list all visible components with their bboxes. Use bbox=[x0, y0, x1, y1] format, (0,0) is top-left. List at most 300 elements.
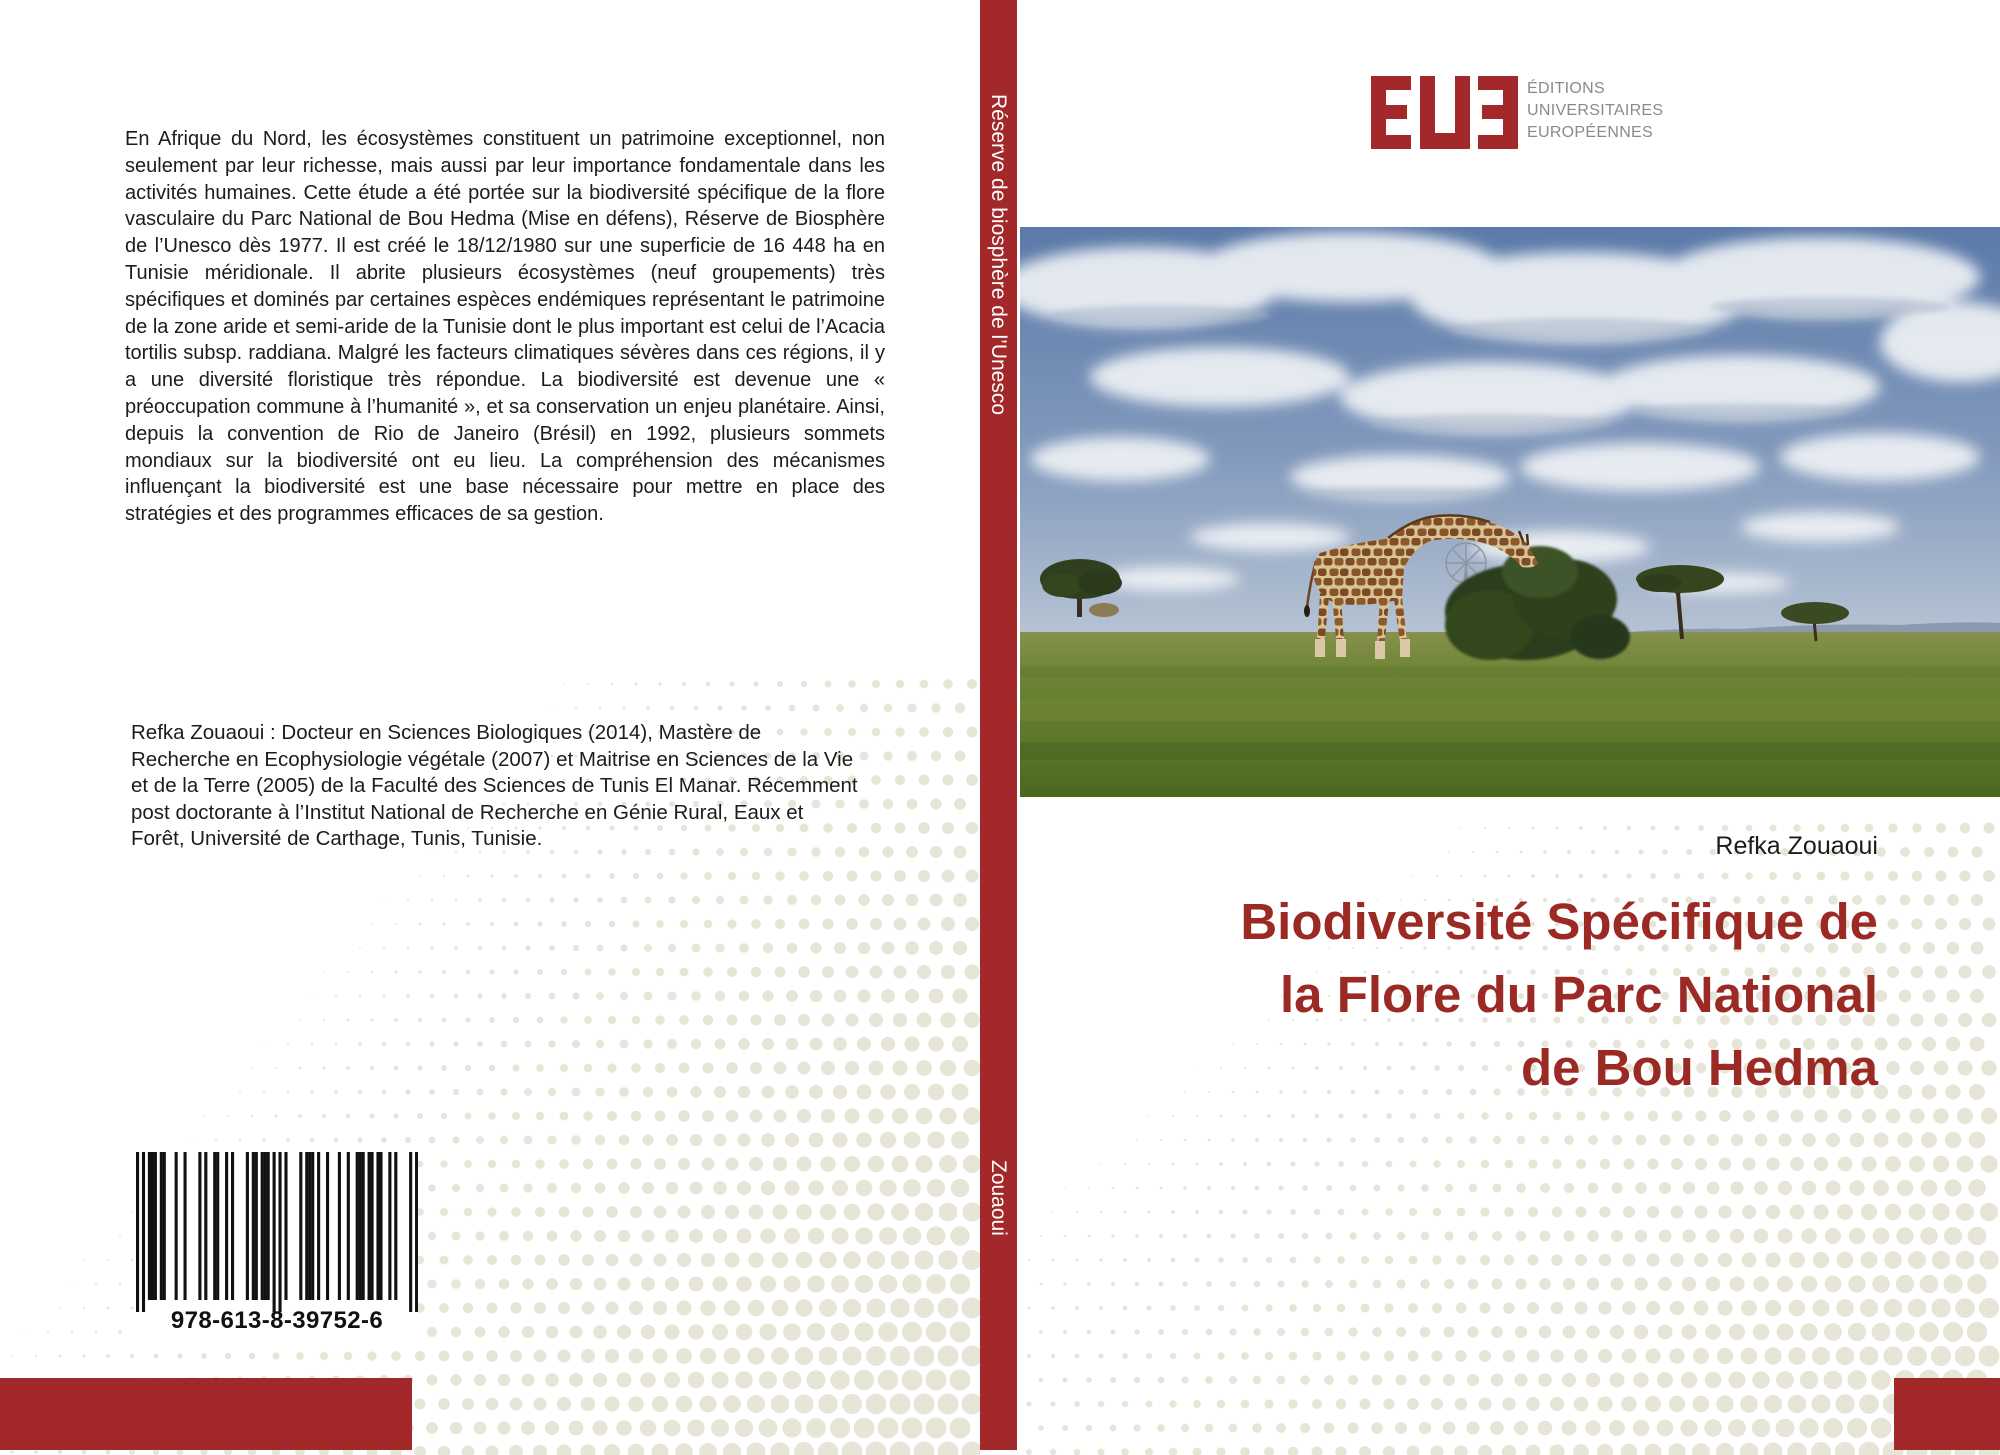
front-cover-red-band bbox=[1894, 1378, 2000, 1450]
halftone-dot bbox=[604, 1444, 620, 1455]
halftone-dot bbox=[1826, 1133, 1840, 1147]
halftone-dot bbox=[1291, 1162, 1296, 1167]
halftone-dot bbox=[628, 1396, 644, 1412]
halftone-dot bbox=[750, 1014, 761, 1025]
halftone-dot bbox=[807, 1275, 824, 1292]
halftone-dot bbox=[476, 1184, 485, 1193]
halftone-dot bbox=[1481, 1112, 1488, 1119]
halftone-dot bbox=[455, 899, 458, 902]
halftone-dot bbox=[1955, 1346, 1976, 1367]
halftone-dot bbox=[1122, 1401, 1129, 1408]
halftone-dot bbox=[699, 1395, 716, 1412]
halftone-dot bbox=[844, 1204, 861, 1221]
halftone-dot bbox=[464, 1160, 472, 1168]
halftone-dot bbox=[919, 775, 930, 786]
halftone-dot bbox=[536, 1112, 545, 1121]
halftone-dot bbox=[641, 1277, 655, 1291]
halftone-dot bbox=[1812, 1347, 1830, 1365]
halftone-dot bbox=[426, 1422, 438, 1434]
halftone-dot bbox=[717, 705, 722, 710]
halftone-dot bbox=[1967, 1322, 1987, 1342]
halftone-dot bbox=[1325, 1232, 1332, 1239]
halftone-dot bbox=[1397, 1232, 1405, 1240]
halftone-dot bbox=[1230, 1233, 1235, 1238]
halftone-dot bbox=[690, 1086, 701, 1097]
halftone-dot bbox=[1944, 1179, 1961, 1196]
halftone-dot bbox=[1496, 851, 1499, 854]
halftone-dot bbox=[962, 1394, 981, 1415]
halftone-dot bbox=[1050, 1449, 1056, 1455]
halftone-dot bbox=[119, 1283, 122, 1286]
halftone-dot bbox=[1824, 1371, 1843, 1390]
halftone-dot bbox=[642, 1230, 655, 1243]
halftone-dot bbox=[1945, 1084, 1960, 1099]
halftone-dot bbox=[287, 1091, 290, 1094]
halftone-dot bbox=[1718, 1253, 1733, 1268]
halftone-dot bbox=[1386, 1113, 1392, 1119]
halftone-dot bbox=[1922, 1037, 1936, 1051]
halftone-dot bbox=[607, 1063, 616, 1072]
halftone-dot bbox=[740, 896, 749, 905]
halftone-dot bbox=[1359, 1446, 1371, 1455]
halftone-dot bbox=[440, 1160, 447, 1167]
halftone-dot bbox=[382, 1090, 387, 1095]
halftone-dot bbox=[1218, 1257, 1224, 1263]
halftone-dot bbox=[1562, 1325, 1575, 1338]
halftone-dot bbox=[607, 1159, 618, 1170]
halftone-dot bbox=[105, 1449, 110, 1454]
halftone-dot bbox=[441, 1065, 447, 1071]
halftone-dot bbox=[427, 1327, 437, 1337]
halftone-dot bbox=[1553, 1112, 1562, 1121]
halftone-dot bbox=[510, 1350, 522, 1362]
halftone-dot bbox=[311, 995, 313, 997]
halftone-dot bbox=[1490, 1421, 1504, 1435]
halftone-dot bbox=[1849, 1180, 1864, 1195]
halftone-dot bbox=[1348, 1327, 1357, 1336]
halftone-dot bbox=[1946, 1037, 1960, 1051]
halftone-dot bbox=[1240, 1447, 1250, 1455]
halftone-dot bbox=[59, 1307, 61, 1309]
halftone-dot bbox=[1540, 1183, 1550, 1193]
halftone-dot bbox=[477, 993, 482, 998]
halftone-dot bbox=[1861, 1156, 1876, 1171]
halftone-dot bbox=[1502, 1397, 1515, 1410]
halftone-dot bbox=[497, 1421, 510, 1434]
halftone-dot bbox=[606, 1206, 618, 1218]
halftone-dot bbox=[1943, 1322, 1963, 1342]
halftone-dot bbox=[798, 1014, 810, 1026]
halftone-dot bbox=[1790, 1109, 1803, 1122]
halftone-dot bbox=[1407, 1398, 1419, 1410]
halftone-dot bbox=[609, 921, 616, 928]
halftone-dot bbox=[585, 873, 590, 878]
halftone-dot bbox=[334, 1138, 339, 1143]
halftone-dot bbox=[703, 967, 713, 977]
author-bio: Refka Zouaoui : Docteur en Sciences Biologiques (2014), Mastère de Recherche en Ecophysiologie végétale (2007) et Maitrise en Sciences de la Vie et de la Terre (2005) de la Faculté des Sciences de Tunis El Manar. Récemment post doctorante à l’Institut National de Recherche en Génie Rural, Eaux et Forêt, Université de Carthage, Tunis, Tunisie. bbox=[131, 721, 858, 850]
halftone-dot bbox=[1290, 1209, 1296, 1215]
halftone-dot bbox=[676, 1396, 693, 1413]
halftone-dot bbox=[939, 1107, 956, 1124]
halftone-dot bbox=[1910, 1061, 1924, 1075]
halftone-dot bbox=[962, 1346, 981, 1367]
halftone-dot bbox=[679, 1015, 689, 1025]
halftone-dot bbox=[1705, 1324, 1721, 1340]
halftone-dot bbox=[512, 1112, 520, 1120]
halftone-dot bbox=[191, 1139, 193, 1141]
spine-subtitle: Réserve de biosphère de l’Unesco bbox=[987, 94, 1010, 416]
halftone-dot bbox=[890, 1442, 911, 1455]
halftone-dot bbox=[632, 968, 640, 976]
book-title bbox=[1240, 885, 1878, 1104]
halftone-dot bbox=[1922, 1085, 1937, 1100]
halftone-dot bbox=[762, 990, 773, 1001]
halftone-dot bbox=[1587, 1278, 1600, 1291]
halftone-dot bbox=[1755, 1134, 1768, 1147]
halftone-dot bbox=[784, 1276, 801, 1293]
halftone-dot bbox=[1956, 1203, 1974, 1221]
halftone-dot bbox=[263, 1043, 264, 1044]
halftone-dot bbox=[846, 918, 858, 930]
halftone-dot bbox=[1788, 1347, 1806, 1365]
halftone-dot bbox=[1825, 1228, 1841, 1244]
halftone-dot bbox=[1349, 1232, 1356, 1239]
halftone-dot bbox=[1087, 1330, 1092, 1335]
halftone-dot bbox=[430, 994, 434, 998]
halftone-dot bbox=[880, 1084, 895, 1099]
halftone-dot bbox=[867, 1251, 885, 1269]
halftone-dot bbox=[465, 1065, 471, 1071]
halftone-dot bbox=[1659, 1182, 1671, 1194]
halftone-dot bbox=[406, 1042, 410, 1046]
halftone-dot bbox=[311, 1043, 313, 1045]
halftone-dot bbox=[1052, 1211, 1054, 1213]
halftone-dot bbox=[477, 1089, 484, 1096]
halftone-dot bbox=[917, 917, 930, 930]
halftone-dot bbox=[784, 1228, 800, 1244]
halftone-dot bbox=[439, 1303, 449, 1313]
halftone-dot bbox=[759, 1371, 777, 1389]
halftone-dot bbox=[474, 1422, 487, 1435]
halftone-dot bbox=[428, 1184, 436, 1192]
halftone-dot bbox=[952, 1036, 968, 1052]
halftone-dot bbox=[596, 1040, 605, 1049]
halftone-dot bbox=[1300, 1375, 1309, 1384]
halftone-dot bbox=[1932, 1203, 1949, 1220]
halftone-dot bbox=[1362, 1161, 1368, 1167]
halftone-dot bbox=[1626, 873, 1631, 878]
halftone-dot bbox=[656, 920, 664, 928]
halftone-dot bbox=[895, 727, 904, 736]
halftone-dot bbox=[452, 1184, 460, 1192]
halftone-dot bbox=[617, 1277, 630, 1290]
halftone-dot bbox=[106, 1354, 110, 1358]
halftone-dot bbox=[904, 1084, 920, 1100]
halftone-dot bbox=[1480, 1207, 1489, 1216]
halftone-dot bbox=[1229, 1424, 1238, 1433]
halftone-dot bbox=[1968, 1179, 1986, 1197]
halftone-dot bbox=[1086, 1377, 1092, 1383]
barcode-bar bbox=[356, 1152, 359, 1300]
halftone-dot bbox=[1859, 1394, 1879, 1414]
halftone-dot bbox=[1800, 1323, 1817, 1340]
halftone-dot bbox=[1730, 1181, 1743, 1194]
halftone-dot bbox=[1670, 1253, 1684, 1267]
halftone-dot bbox=[462, 1350, 473, 1361]
halftone-dot bbox=[359, 947, 361, 949]
halftone-dot bbox=[547, 1135, 556, 1144]
halftone-dot bbox=[676, 1348, 692, 1364]
halftone-dot bbox=[1444, 1279, 1454, 1289]
halftone-dot bbox=[1860, 1347, 1879, 1366]
halftone-dot bbox=[1659, 1134, 1670, 1145]
halftone-dot bbox=[1910, 1013, 1923, 1026]
halftone-dot bbox=[130, 1306, 133, 1309]
halftone-dot bbox=[860, 704, 868, 712]
halftone-dot bbox=[1349, 1280, 1357, 1288]
halftone-dot bbox=[1040, 1235, 1042, 1237]
halftone-dot bbox=[1895, 1322, 1914, 1341]
halftone-dot bbox=[938, 1346, 959, 1367]
halftone-dot bbox=[616, 1420, 632, 1436]
halftone-dot bbox=[1504, 1255, 1515, 1266]
halftone-dot bbox=[677, 1205, 690, 1218]
halftone-dot bbox=[1922, 989, 1935, 1002]
halftone-dot bbox=[1683, 1182, 1696, 1195]
halftone-dot bbox=[1874, 1133, 1889, 1148]
halftone-dot bbox=[561, 969, 567, 975]
halftone-dot bbox=[809, 1085, 823, 1099]
halftone-dot bbox=[595, 1087, 604, 1096]
halftone-dot bbox=[525, 993, 531, 999]
barcode-bar bbox=[338, 1152, 341, 1300]
halftone-dot bbox=[501, 993, 507, 999]
barcode-bar bbox=[175, 1152, 178, 1300]
halftone-dot bbox=[1645, 1396, 1661, 1412]
halftone-dot bbox=[95, 1331, 98, 1334]
halftone-dot bbox=[1728, 1371, 1745, 1388]
halftone-dot bbox=[1134, 1377, 1140, 1383]
halftone-dot bbox=[1752, 1419, 1770, 1437]
halftone-dot bbox=[1220, 1067, 1222, 1069]
halftone-dot bbox=[1825, 1276, 1842, 1293]
halftone-dot bbox=[419, 875, 421, 877]
halftone-dot bbox=[870, 870, 881, 881]
halftone-dot bbox=[1555, 826, 1558, 829]
halftone-dot bbox=[1983, 918, 1996, 931]
halftone-dot bbox=[1526, 1445, 1541, 1455]
halftone-dot bbox=[478, 898, 481, 901]
halftone-dot bbox=[1674, 825, 1679, 830]
back-cover-summary: En Afrique du Nord, les écosystèmes constituent un patrimoine exceptionnel, non seulement par leur richesse, mais aussi par leur importance fondamentale dans les activités humaines. Cette étude a été portée sur la biodiversité spécifique de la flore vasculaire du Parc National de Bou Hedma (Mise en défens), Réserve de Biosphère de l’Unesco dès 1977. Il est créé le 18/12/1980 sur une superficie de 16 448 ha en Tunisie méridionale. Il abrite plusieurs écosystèmes (neuf groupements) très spécifiques et dominés par certaines espèces endémiques représentant le patrimoine de la zone aride et semi-aride de la Tunisie dont le plus important est celui de l’Acacia tortilis subsp. raddiana. Malgré les facteurs climatiques sévères dans ces régions, il y a une diversité floristique très répondue. La biodiversité est devenue une « préoccupation commune à l’humanité », et sa conservation un enjeu planétaire. Ainsi, depuis la convention de Rio de Janeiro (Brésil) en 1992, plusieurs sommets mondiaux sur la biodiversité ont eu lieu. La compréhension des mécanismes influençant la biodiversité est une base nécessaire pour mettre en place des stratégies et des programmes efficaces de sa gestion. bbox=[125, 128, 885, 526]
halftone-dot bbox=[1027, 1402, 1032, 1407]
halftone-dot bbox=[918, 870, 930, 882]
cover-photo bbox=[1020, 227, 2000, 797]
halftone-dot bbox=[1026, 1449, 1032, 1455]
halftone-dot bbox=[1087, 1282, 1091, 1286]
barcode-bar bbox=[326, 1152, 329, 1300]
halftone-dot bbox=[1386, 1161, 1393, 1168]
halftone-dot bbox=[581, 1349, 595, 1363]
halftone-dot bbox=[630, 1158, 641, 1169]
halftone-dot bbox=[940, 1060, 956, 1076]
halftone-dot bbox=[1419, 1374, 1431, 1386]
halftone-dot bbox=[690, 1134, 702, 1146]
halftone-dot bbox=[201, 1353, 207, 1359]
halftone-dot bbox=[533, 1397, 547, 1411]
halftone-dot bbox=[1947, 894, 1959, 906]
halftone-dot bbox=[1063, 1330, 1067, 1334]
halftone-dot bbox=[1469, 1184, 1478, 1193]
halftone-dot bbox=[1944, 1227, 1962, 1245]
publisher-name-line: ÉDITIONS bbox=[1527, 80, 1605, 97]
halftone-dot bbox=[275, 1067, 277, 1069]
halftone-dot bbox=[954, 846, 967, 859]
halftone-dot bbox=[561, 921, 567, 927]
halftone-dot bbox=[548, 1088, 556, 1096]
halftone-dot bbox=[1484, 875, 1487, 878]
halftone-dot bbox=[692, 944, 701, 953]
halftone-dot bbox=[1278, 1233, 1284, 1239]
halftone-dot bbox=[771, 1395, 790, 1414]
halftone-dot bbox=[619, 1135, 630, 1146]
halftone-dot bbox=[964, 1012, 980, 1028]
halftone-dot bbox=[545, 1373, 558, 1386]
halftone-dot bbox=[878, 1418, 899, 1439]
halftone-dot bbox=[1514, 1421, 1528, 1435]
halftone-dot bbox=[1432, 1255, 1441, 1264]
halftone-dot bbox=[1948, 847, 1959, 858]
halftone-dot bbox=[498, 1326, 510, 1338]
halftone-dot bbox=[1407, 1446, 1420, 1455]
halftone-dot bbox=[1205, 1424, 1214, 1433]
halftone-dot bbox=[1766, 1205, 1780, 1219]
halftone-dot bbox=[1384, 1303, 1393, 1312]
barcode-bar bbox=[225, 1152, 228, 1300]
halftone-dot bbox=[1579, 874, 1584, 879]
halftone-dot bbox=[715, 943, 724, 952]
halftone-dot bbox=[653, 1253, 667, 1267]
halftone-dot bbox=[714, 1086, 726, 1098]
halftone-dot bbox=[1480, 1255, 1490, 1265]
halftone-dot bbox=[1982, 1013, 1997, 1028]
halftone-dot bbox=[1254, 1233, 1260, 1239]
barcode-bar bbox=[267, 1152, 270, 1300]
halftone-dot bbox=[466, 970, 470, 974]
halftone-dot bbox=[929, 989, 944, 1004]
halftone-dot bbox=[347, 1019, 350, 1022]
halftone-dot bbox=[1502, 1445, 1516, 1455]
halftone-dot bbox=[1278, 1185, 1283, 1190]
halftone-dot bbox=[655, 1063, 665, 1073]
halftone-dot bbox=[1934, 1061, 1949, 1076]
halftone-dot bbox=[1325, 1280, 1333, 1288]
halftone-dot bbox=[1980, 1203, 1998, 1221]
halftone-dot bbox=[1076, 1211, 1078, 1213]
halftone-dot bbox=[546, 1278, 558, 1290]
halftone-dot bbox=[499, 1183, 508, 1192]
halftone-dot bbox=[1588, 1135, 1598, 1145]
halftone-dot bbox=[759, 1323, 776, 1340]
halftone-dot bbox=[846, 966, 859, 979]
halftone-dot bbox=[557, 1445, 572, 1455]
halftone-dot bbox=[467, 875, 470, 878]
halftone-dot bbox=[1313, 1304, 1321, 1312]
halftone-dot bbox=[1301, 1328, 1309, 1336]
halftone-dot bbox=[783, 1323, 801, 1341]
halftone-dot bbox=[652, 1396, 668, 1412]
halftone-dot bbox=[299, 1067, 302, 1070]
halftone-dot bbox=[1467, 1374, 1479, 1386]
halftone-dot bbox=[727, 919, 736, 928]
barcode-bar bbox=[409, 1152, 412, 1312]
barcode-bar bbox=[347, 1152, 350, 1300]
halftone-dot bbox=[1253, 1376, 1262, 1385]
halftone-dot bbox=[513, 969, 518, 974]
halftone-dot bbox=[794, 1394, 813, 1413]
halftone-dot bbox=[1181, 1424, 1189, 1432]
halftone-dot bbox=[559, 1207, 570, 1218]
halftone-dot bbox=[965, 869, 978, 882]
halftone-dot bbox=[1695, 1110, 1706, 1121]
halftone-dot bbox=[512, 1160, 521, 1169]
halftone-dot bbox=[522, 1278, 533, 1289]
halftone-dot bbox=[858, 894, 870, 906]
halftone-dot bbox=[1532, 827, 1535, 830]
halftone-dot bbox=[896, 680, 904, 688]
halftone-dot bbox=[1813, 1252, 1829, 1268]
halftone-dot bbox=[1196, 1115, 1198, 1117]
halftone-dot bbox=[1527, 1302, 1539, 1314]
publisher-logo bbox=[1371, 76, 1518, 149]
halftone-dot bbox=[677, 1253, 691, 1267]
halftone-dot bbox=[1813, 1204, 1828, 1219]
halftone-dot bbox=[1111, 1282, 1115, 1286]
halftone-dot bbox=[646, 706, 650, 710]
halftone-dot bbox=[1645, 1348, 1660, 1363]
halftone-dot bbox=[714, 1134, 727, 1147]
halftone-dot bbox=[521, 1421, 535, 1435]
halftone-dot bbox=[71, 1331, 74, 1334]
halftone-dot bbox=[465, 1017, 470, 1022]
halftone-dot bbox=[967, 727, 978, 738]
halftone-dot bbox=[580, 1444, 595, 1455]
halftone-dot bbox=[557, 1349, 570, 1362]
halftone-dot bbox=[1979, 1346, 2000, 1367]
halftone-dot bbox=[916, 1060, 932, 1076]
halftone-dot bbox=[1051, 1354, 1055, 1358]
halftone-dot bbox=[632, 1016, 641, 1025]
halftone-dot bbox=[71, 1283, 73, 1285]
halftone-dot bbox=[1883, 1346, 1902, 1365]
halftone-dot bbox=[917, 1013, 932, 1028]
halftone-dot bbox=[1729, 1324, 1745, 1340]
halftone-dot bbox=[747, 1395, 765, 1413]
halftone-dot bbox=[1062, 1377, 1067, 1382]
halftone-dot bbox=[920, 680, 929, 689]
halftone-dot bbox=[454, 994, 459, 999]
halftone-dot bbox=[1579, 826, 1583, 830]
halftone-dot bbox=[795, 1299, 812, 1316]
halftone-dot bbox=[537, 1017, 544, 1024]
halftone-dot bbox=[427, 1375, 438, 1386]
halftone-dot bbox=[490, 922, 494, 926]
halftone-dot bbox=[1408, 1303, 1418, 1313]
halftone-dot bbox=[665, 1229, 678, 1242]
halftone-dot bbox=[1397, 1184, 1404, 1191]
halftone-dot bbox=[1967, 1274, 1986, 1293]
halftone-dot bbox=[931, 703, 941, 713]
